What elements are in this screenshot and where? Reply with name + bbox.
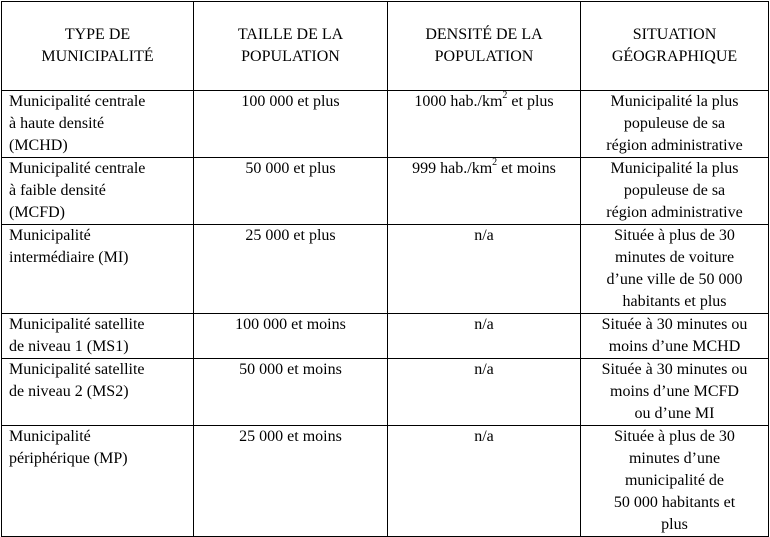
header-taille [194, 2, 388, 91]
cell-densite [388, 426, 581, 537]
situation-line: région administrative [606, 204, 743, 221]
header-situation-line-2: GÉOGRAPHIQUE [611, 48, 738, 65]
cell-taille [194, 158, 388, 225]
header-type-line-1: TYPE DE [64, 26, 131, 43]
cell-taille [194, 225, 388, 314]
type-line: de niveau 1 (MS1) [9, 338, 129, 355]
densite-value: n/a [474, 316, 494, 333]
situation-line: moins d’une MCFD [610, 383, 739, 400]
table-row [2, 314, 769, 359]
situation-line: Municipalité la plus [610, 93, 739, 110]
header-densite-line-2: POPULATION [434, 48, 534, 65]
cell-situation [581, 158, 769, 225]
cell-taille [194, 314, 388, 359]
cell-densite [388, 158, 581, 225]
type-line: Municipalité centrale [9, 93, 146, 110]
table-row [2, 359, 769, 426]
type-line: Municipalité satellite [9, 361, 145, 378]
situation-line: région administrative [606, 137, 743, 154]
densite-value: n/a [474, 227, 494, 244]
municipality-types-table [1, 1, 769, 537]
situation-line: Située à plus de 30 [614, 227, 735, 244]
cell-densite [388, 314, 581, 359]
cell-situation [581, 225, 769, 314]
type-line: Municipalité centrale [9, 160, 146, 177]
taille-value: 50 000 et plus [245, 160, 336, 177]
header-type [2, 2, 194, 91]
densite-value: 999 hab./km [412, 160, 493, 177]
table-body [2, 91, 769, 537]
situation-line: minutes de voiture [614, 249, 735, 266]
cell-type [2, 426, 194, 537]
densite-value: 1000 hab./km [414, 93, 503, 110]
header-type-line-2: MUNICIPALITÉ [41, 48, 154, 65]
cell-type [2, 91, 194, 158]
situation-line: populeuse de sa [623, 115, 726, 132]
densite-suffix: et plus [507, 93, 554, 110]
taille-value: 100 000 et plus [241, 93, 340, 110]
type-line: Municipalité [9, 227, 91, 244]
situation-line: municipalité de [624, 472, 725, 489]
table-row [2, 426, 769, 537]
type-line: périphérique (MP) [9, 450, 128, 467]
situation-line: 50 000 habitants et [613, 494, 736, 511]
header-situation [581, 2, 769, 91]
cell-type [2, 359, 194, 426]
taille-value: 100 000 et moins [235, 316, 346, 333]
cell-type [2, 314, 194, 359]
situation-line: populeuse de sa [623, 182, 726, 199]
type-line: Municipalité satellite [9, 316, 145, 333]
type-line: à faible densité [9, 182, 106, 199]
header-situation-line-1: SITUATION [632, 26, 717, 43]
header-taille-line-1: TAILLE DE LA [237, 26, 344, 43]
type-line: à haute densité [9, 115, 105, 132]
situation-line: minutes d’une [628, 450, 721, 467]
taille-value: 25 000 et moins [239, 428, 342, 445]
cell-type [2, 158, 194, 225]
type-line: (MCHD) [9, 137, 68, 154]
situation-line: ou d’une MI [634, 405, 715, 422]
cell-densite [388, 91, 581, 158]
situation-line: habitants et plus [622, 293, 727, 310]
situation-line: moins d’une MCHD [608, 338, 741, 355]
type-line: intermédiaire (MI) [9, 249, 129, 266]
situation-line: Située à 30 minutes ou [601, 316, 748, 333]
densite-exponent: 2 [502, 89, 508, 101]
situation-line: d’une ville de 50 000 [606, 271, 743, 288]
type-line: (MCFD) [9, 204, 66, 221]
header-densite-line-1: DENSITÉ DE LA [425, 26, 543, 43]
cell-situation [581, 91, 769, 158]
type-line: de niveau 2 (MS2) [9, 383, 129, 400]
cell-densite [388, 225, 581, 314]
situation-line: Située à 30 minutes ou [601, 361, 748, 378]
situation-line: Située à plus de 30 [614, 428, 735, 445]
densite-suffix: et moins [497, 160, 556, 177]
cell-taille [194, 426, 388, 537]
cell-situation [581, 314, 769, 359]
cell-taille [194, 91, 388, 158]
situation-line: Municipalité la plus [610, 160, 739, 177]
situation-line: plus [661, 516, 688, 533]
taille-value: 25 000 et plus [245, 227, 336, 244]
densite-exponent: 2 [492, 156, 498, 168]
cell-situation [581, 426, 769, 537]
table-row [2, 91, 769, 158]
type-line: Municipalité [9, 428, 91, 445]
header-densite [388, 2, 581, 91]
cell-densite [388, 359, 581, 426]
cell-situation [581, 359, 769, 426]
densite-value: n/a [474, 428, 494, 445]
header-row [2, 2, 769, 91]
cell-taille [194, 359, 388, 426]
densite-value: n/a [474, 361, 494, 378]
cell-type [2, 225, 194, 314]
header-taille-line-2: POPULATION [241, 48, 340, 65]
table-row [2, 225, 769, 314]
taille-value: 50 000 et moins [239, 361, 342, 378]
table-row [2, 158, 769, 225]
